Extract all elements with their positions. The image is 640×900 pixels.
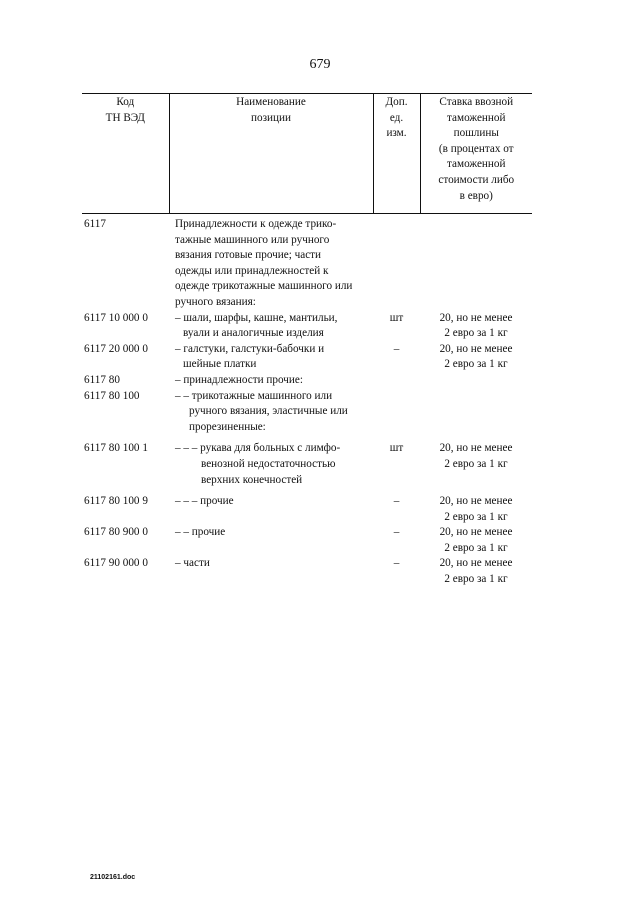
row-code: 6117 80 900 0 xyxy=(84,526,148,539)
row-code: 6117 xyxy=(84,218,106,230)
table-header-row xyxy=(82,94,532,214)
table-row xyxy=(82,556,532,587)
table-row xyxy=(82,214,532,311)
row-description: – галстуки, галстуки-бабочки и шейные платки xyxy=(175,342,325,371)
row-unit: – xyxy=(393,526,400,539)
row-description: – – прочие xyxy=(175,526,226,539)
row-unit: шт xyxy=(389,442,404,455)
row-description: Принадлежности к одежде трико- тажные машинного или ручного вязания готовые прочие; части одежды или принадлежностей к одежде трикотажные машинного или ручного вязания: xyxy=(175,218,353,308)
table-row xyxy=(82,435,532,488)
row-code: 6117 80 xyxy=(84,373,120,386)
row-description: – – – прочие xyxy=(175,495,234,508)
row-rate xyxy=(420,389,532,436)
table-row xyxy=(82,488,532,525)
row-unit xyxy=(373,373,420,389)
row-unit xyxy=(373,214,420,311)
table-row xyxy=(82,373,532,389)
row-rate: 20, но не менее 2 евро за 1 кг xyxy=(439,557,513,586)
header-rate: Ставка ввозной таможенной пошлины (в процентах от таможенной стоимости либо в евро) xyxy=(420,94,532,214)
tariff-table xyxy=(82,93,532,588)
footer-document-name: 21102161.doc xyxy=(90,874,136,881)
table-row xyxy=(82,342,532,373)
table-row xyxy=(82,389,532,436)
row-rate: 20, но не менее 2 евро за 1 кг xyxy=(439,526,513,554)
row-unit: – xyxy=(393,342,400,355)
row-rate: 20, но не менее 2 евро за 1 кг xyxy=(439,442,513,470)
row-rate: 20, но не менее 2 евро за 1 кг xyxy=(439,311,513,340)
row-unit: – xyxy=(393,495,400,508)
row-unit: шт xyxy=(389,311,404,324)
row-rate xyxy=(420,373,532,389)
header-name: Наименование позиции xyxy=(169,94,373,214)
header-code: Код ТН ВЭД xyxy=(82,94,169,214)
row-unit xyxy=(373,389,420,436)
page-number: 679 xyxy=(309,57,331,72)
row-description: – части xyxy=(175,557,210,570)
row-description: – – трикотажные машинного или ручного вязания, эластичные или прорезиненные: xyxy=(175,389,348,433)
row-code: 6117 80 100 xyxy=(84,389,140,402)
table-row xyxy=(82,525,532,556)
row-rate: 20, но не менее 2 евро за 1 кг xyxy=(439,342,513,371)
row-description: – – – рукава для больных с лимфо- венозной недостаточностью верхних конечностей xyxy=(175,442,341,486)
row-code: 6117 80 100 1 xyxy=(84,442,148,455)
row-description: – принадлежности прочие: xyxy=(175,373,303,386)
row-rate: 20, но не менее 2 евро за 1 кг xyxy=(439,495,513,523)
row-description: – шали, шарфы, кашне, мантильи, вуали и аналогичные изделия xyxy=(175,311,338,340)
table-row xyxy=(82,311,532,342)
row-code: 6117 20 000 0 xyxy=(84,342,148,355)
row-code: 6117 10 000 0 xyxy=(84,311,148,324)
row-rate xyxy=(420,214,532,311)
row-code: 6117 80 100 9 xyxy=(84,495,148,508)
row-unit: – xyxy=(393,557,400,570)
row-code: 6117 90 000 0 xyxy=(84,557,148,570)
header-unit: Доп. ед. изм. xyxy=(373,94,420,214)
